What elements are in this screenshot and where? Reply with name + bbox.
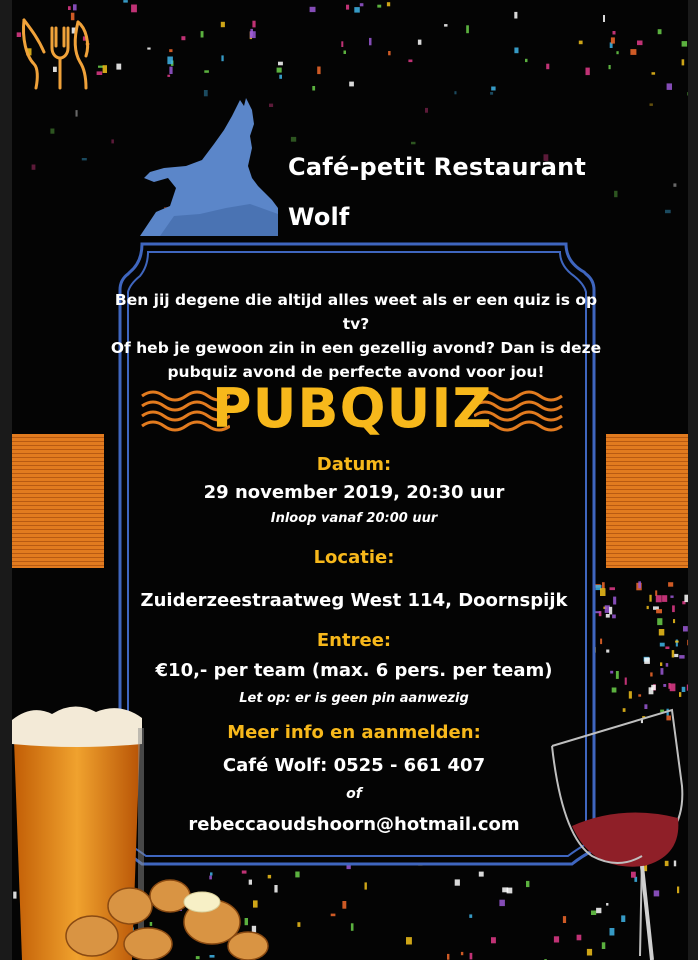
location-label: Locatie: <box>313 547 395 568</box>
intro-line-2: Of heb je gewoon zin in een gezellig avond? Dan is deze <box>110 339 602 357</box>
intro-line-1: Ben jij degene die altijd alles weet als er een quiz is op tv? <box>114 291 598 333</box>
date-note: Inloop vanaf 20:00 uur <box>270 511 438 526</box>
pubquiz-poster <box>12 0 688 960</box>
venue-name-line-1: Café-petit Restaurant <box>288 153 587 181</box>
snack-bowl-icon <box>52 866 272 960</box>
info-email: rebeccaoudshoorn@hotmail.com <box>188 814 520 835</box>
wine-glass-icon <box>532 706 688 960</box>
info-phone: Café Wolf: 0525 - 661 407 <box>222 755 486 776</box>
entry-label: Entree: <box>316 630 392 651</box>
headline: PUBQUIZ <box>212 377 493 440</box>
entry-note: Let op: er is geen pin aanwezig <box>239 691 469 706</box>
date-value: 29 november 2019, 20:30 uur <box>203 482 505 503</box>
intro-line-3: pubquiz avond de perfecte avond voor jou! <box>167 363 545 381</box>
info-label: Meer info en aanmelden: <box>227 722 481 743</box>
venue-name-line-2: Wolf <box>288 203 350 231</box>
intro-text <box>108 288 604 384</box>
entry-value: €10,- per team (max. 6 pers. per team) <box>155 660 553 681</box>
location-value: Zuiderzeestraatweg West 114, Doornspijk <box>140 590 568 611</box>
date-label: Datum: <box>316 454 392 475</box>
info-separator: of <box>346 786 362 802</box>
